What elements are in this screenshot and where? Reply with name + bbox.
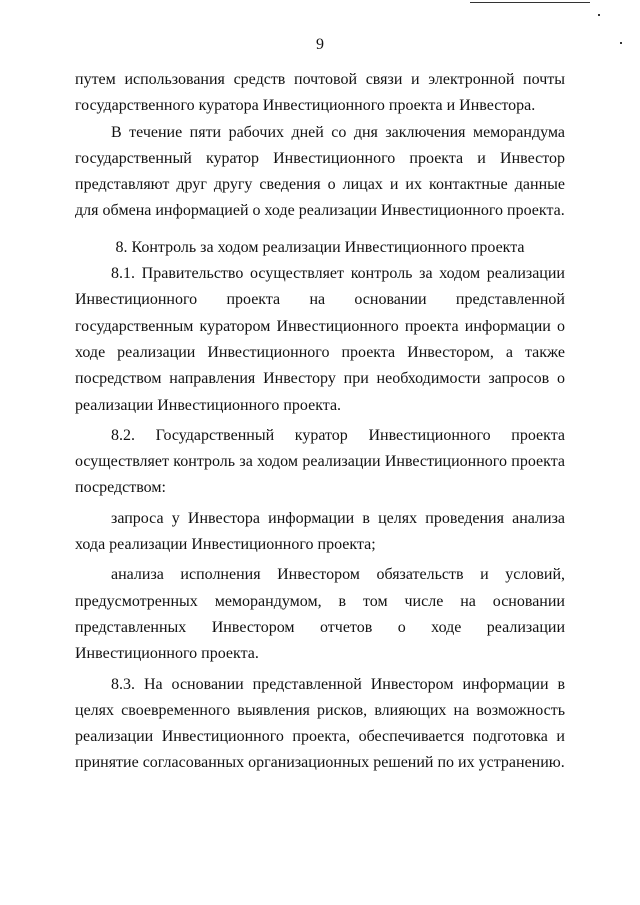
scan-artifact-line <box>470 2 590 3</box>
section-heading: 8. Контроль за ходом реализации Инвестиционного проекта <box>115 238 525 256</box>
paragraph-8-1: 8.1. Правительство осуществляет контроль за ходом реализации Инвестиционного проекта на основании представленной государственным куратором Инвестиционного проекта информации о ходе реализации Инвестиционного проекта Инвестором, а также посредством направления Инвестору при необходимости запросов о реализации Инвестиционного проекта. <box>75 265 565 414</box>
document-body <box>75 67 565 777</box>
list-item-request: запроса у Инвестора информации в целях проведения анализа хода реализации Инвестиционного проекта; <box>75 509 565 554</box>
paragraph-8-3: 8.3. На основании представленной Инвестором информации в целях своевременного выявления рисков, влияющих на возможность реализации Инвестиционного проекта, обеспечивается подготовка и принятие согласованных организационных решений по их устранению. <box>75 675 565 772</box>
paragraph-8-2: 8.2. Государственный куратор Инвестиционного проекта осуществляет контроль за ходом реализации Инвестиционного проекта посредством: <box>75 426 565 497</box>
scan-artifact-dot <box>598 14 600 16</box>
page-number: 9 <box>316 36 324 53</box>
list-item-analysis: анализа исполнения Инвестором обязательств и условий, предусмотренных меморандумом, в том числе на основании представленных Инвестором отчетов о ходе реализации Инвестиционного проекта. <box>75 566 565 663</box>
paragraph-continuation: путем использования средств почтовой связи и электронной почты государственного куратора Инвестиционного проекта и Инвестора. <box>75 71 565 115</box>
paragraph-contacts: В течение пяти рабочих дней со дня заключения меморандума государственный куратор Инвестиционного проекта и Инвестор представляют друг другу сведения о лицах и их контактные данные для обмена информацией о ходе реализации Инвестиционного проекта. <box>75 123 565 220</box>
